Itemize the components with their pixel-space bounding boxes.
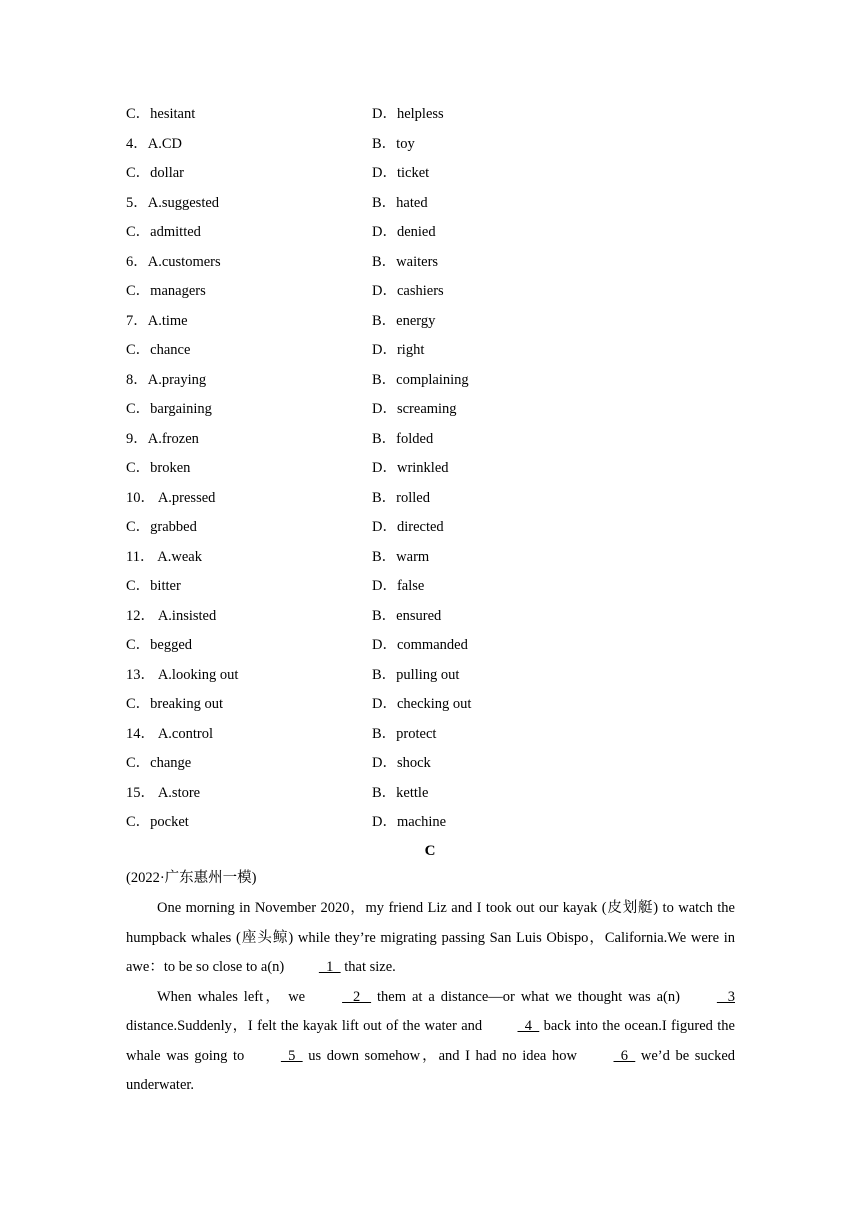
option-row — [126, 572, 736, 602]
section-heading: C — [424, 843, 436, 859]
blank-3: 3 — [716, 988, 735, 1005]
option-right: B．protect — [372, 725, 437, 742]
option-left: C．bitter — [126, 578, 181, 594]
option-row — [126, 218, 736, 248]
option-right: B．energy — [372, 312, 436, 329]
option-right: D．wrinkled — [372, 460, 449, 476]
option-right: B．rolled — [372, 489, 430, 506]
text-run: One morning in November 2020，my friend Liz and I took out our kayak (皮划艇) to watch the humpback whales (座头鲸) while they’re migrating passing San Luis Obispo，California.We were in awe：to be so close to a(n) — [126, 900, 735, 975]
option-right: D．cashiers — [372, 283, 444, 299]
option-left: C．hesitant — [126, 106, 196, 122]
option-left: 5．A.suggested — [126, 194, 220, 211]
option-row — [126, 808, 736, 838]
option-row — [126, 100, 736, 130]
blank-5: 5 — [280, 1047, 303, 1064]
option-left: 14． A.control — [126, 725, 213, 742]
option-left: C．grabbed — [126, 519, 197, 535]
option-row — [126, 661, 736, 691]
option-row — [126, 189, 736, 219]
text-run: that size. — [340, 959, 396, 975]
option-left: C．breaking out — [126, 696, 224, 712]
text-run: When whales left， we — [157, 988, 312, 1005]
option-row — [126, 720, 736, 750]
option-left: 8．A.praying — [126, 371, 207, 388]
option-row — [126, 779, 736, 809]
option-right: D．right — [372, 342, 425, 358]
option-row — [126, 248, 736, 278]
option-right: B．hated — [372, 194, 428, 211]
blank-6: 6 — [613, 1047, 636, 1064]
option-row — [126, 631, 736, 661]
option-row — [126, 454, 736, 484]
option-row — [126, 130, 736, 160]
option-row — [126, 749, 736, 779]
option-left: 11． A.weak — [126, 548, 202, 565]
option-right: D．screaming — [372, 401, 457, 417]
option-left: C．dollar — [126, 165, 184, 181]
blank-4: 4 — [517, 1018, 540, 1034]
text-run: them at a distance—or what we thought was a(n) — [371, 988, 686, 1005]
text-run: us down somehow，and I had no idea how — [302, 1047, 583, 1064]
option-row — [126, 602, 736, 632]
option-right: D．checking out — [372, 696, 472, 712]
option-row — [126, 543, 736, 573]
option-right: B．kettle — [372, 784, 429, 801]
option-row — [126, 366, 736, 396]
text-run: distance.Suddenly，I felt the kayak lift out of the water and — [126, 1018, 487, 1034]
option-left: C．bargaining — [126, 401, 212, 417]
option-left: C．managers — [126, 283, 206, 299]
option-left: C．broken — [126, 460, 191, 476]
option-right: B．waiters — [372, 253, 439, 270]
option-left: 9．A.frozen — [126, 430, 199, 447]
option-left: 6．A.customers — [126, 253, 221, 270]
source-note: (2022·广东惠州一模) — [126, 870, 257, 886]
option-right: B．folded — [372, 430, 434, 447]
option-row — [126, 307, 736, 337]
option-right: D．helpless — [372, 106, 444, 122]
option-right: B．pulling out — [372, 666, 460, 683]
option-right: D．commanded — [372, 637, 468, 653]
blank-1: 1 — [318, 959, 341, 975]
option-row — [126, 277, 736, 307]
paragraph-1 — [126, 894, 735, 983]
option-row — [126, 484, 736, 514]
option-right: B．ensured — [372, 607, 442, 624]
option-right: B．complaining — [372, 371, 469, 388]
option-right: B．toy — [372, 135, 415, 152]
option-row — [126, 690, 736, 720]
option-row — [126, 395, 736, 425]
option-right: D．machine — [372, 814, 447, 830]
option-left: C．pocket — [126, 814, 189, 830]
text-run: back into the ocean.I figured the whale was going to — [126, 1018, 735, 1064]
option-row — [126, 336, 736, 366]
option-left: C．begged — [126, 637, 193, 653]
option-left: 15． A.store — [126, 784, 201, 801]
option-left: C．change — [126, 755, 192, 771]
option-left: 13． A.looking out — [126, 666, 239, 683]
option-left: 10． A.pressed — [126, 489, 216, 506]
option-left: 7．A.time — [126, 312, 188, 329]
paragraph-2 — [126, 983, 735, 1101]
option-row — [126, 159, 736, 189]
option-left: C．admitted — [126, 224, 201, 240]
passage — [126, 894, 735, 1101]
text-run: we’d be sucked underwater. — [126, 1047, 736, 1093]
option-right: D．ticket — [372, 165, 430, 181]
option-row — [126, 513, 736, 543]
option-left: 12． A.insisted — [126, 607, 217, 624]
option-row — [126, 425, 736, 455]
options-list — [126, 100, 736, 838]
blank-2: 2 — [342, 988, 372, 1005]
option-right: D．denied — [372, 224, 436, 240]
option-right: D．shock — [372, 755, 431, 771]
option-left: 4．A.CD — [126, 135, 182, 152]
option-right: D．directed — [372, 519, 444, 535]
option-left: C．chance — [126, 342, 191, 358]
option-right: B．warm — [372, 548, 430, 565]
option-right: D．false — [372, 578, 425, 594]
